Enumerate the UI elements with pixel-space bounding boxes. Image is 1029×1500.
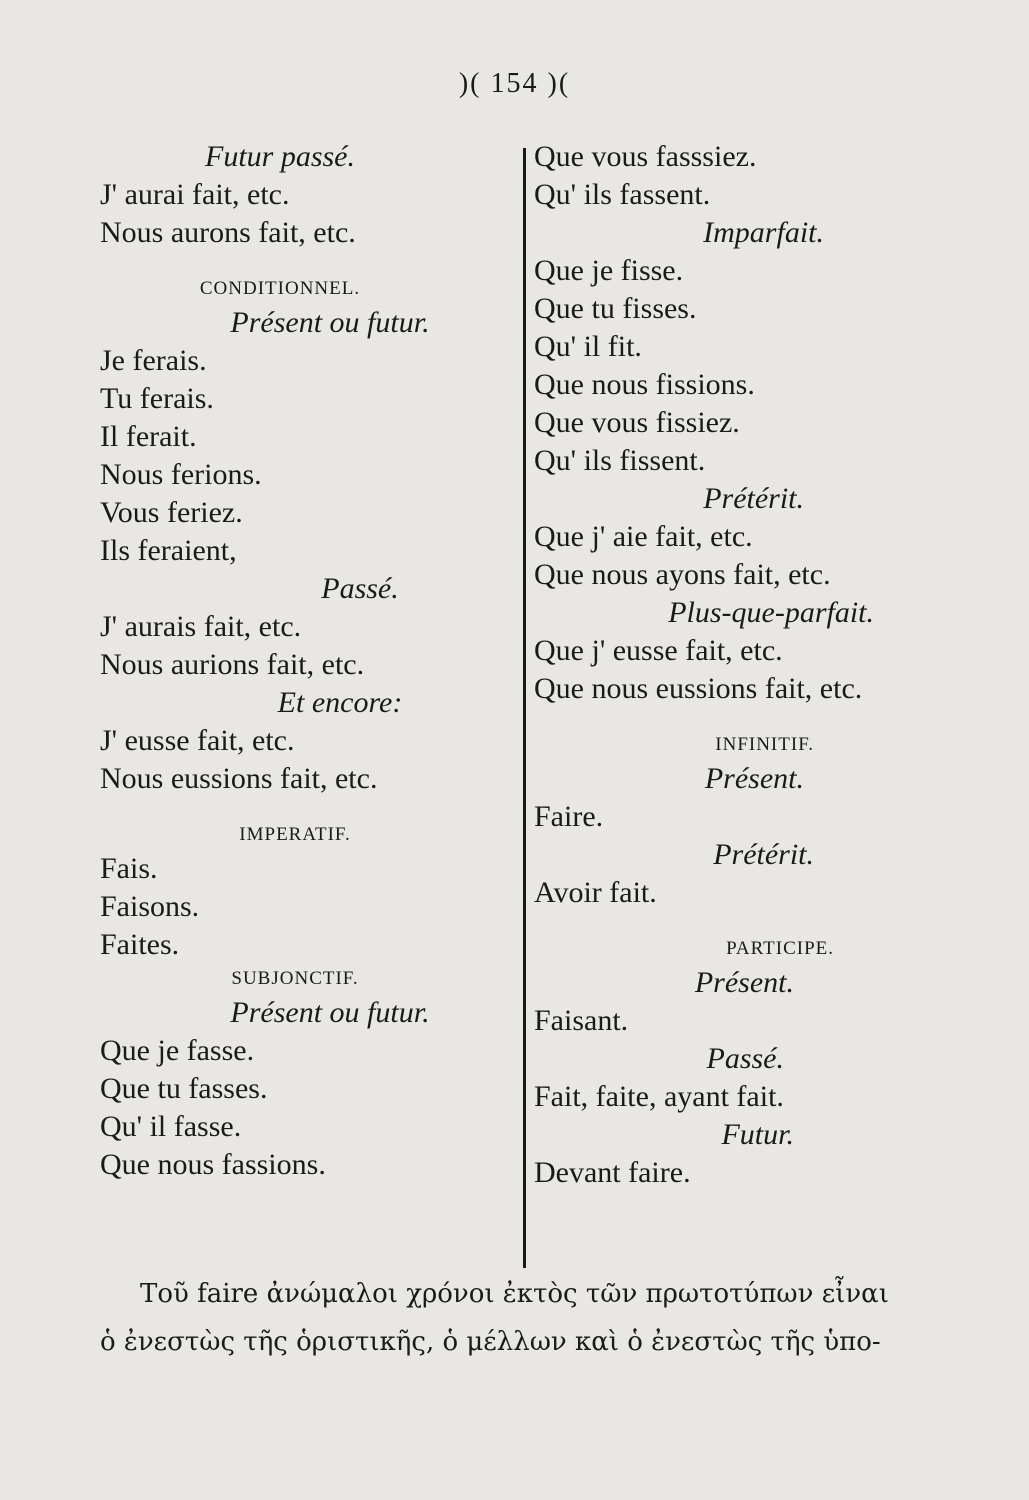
text-line: Que je fasse. <box>100 1034 255 1067</box>
text-line: J' eusse fait, etc. <box>100 724 295 757</box>
text-line: Nous aurons fait, etc. <box>100 216 356 249</box>
text-line: Nous ferions. <box>100 458 262 491</box>
text-line: Que j' eusse fait, etc. <box>534 634 783 667</box>
text-line: Faire. <box>534 800 604 833</box>
text-line: Faisons. <box>100 890 200 923</box>
text-line: Vous feriez. <box>100 496 243 529</box>
text-line: Que nous fissions. <box>534 368 755 401</box>
text-line: Qu' ils fassent. <box>534 178 711 211</box>
text-line: Fais. <box>100 852 158 885</box>
section-title: Présent ou futur. <box>230 996 430 1029</box>
text-line: J' aurais fait, etc. <box>100 610 302 643</box>
text-line: Que vous fissiez. <box>534 406 740 439</box>
footnote-line: ὁ ἐνεστὼς τῆς ὁριστικῆς, ὁ μέλλων καὶ ὁ ἐνεστὼς τῆς ὑπο- <box>100 1327 881 1357</box>
text-line: Je ferais. <box>100 344 207 377</box>
text-line: Ils feraient, <box>100 534 237 567</box>
text-line: Faites. <box>100 928 180 961</box>
column-divider <box>523 148 526 1268</box>
left-column <box>100 138 520 1184</box>
right-column <box>534 138 954 1192</box>
footnote-line: Τοῦ faire ἀνώμαλοι χρόνοι ἐκτὸς τῶν πρωτοτύπων εἶναι <box>140 1279 889 1309</box>
section-heading: PARTICIPE. <box>726 938 834 959</box>
text-line: Qu' il fasse. <box>100 1110 242 1143</box>
text-line: Que tu fasses. <box>100 1072 268 1105</box>
text-line: Que nous eussions fait, etc. <box>534 672 863 705</box>
page-number: )( 154 )( <box>458 68 571 99</box>
text-line: Qu' il fit. <box>534 330 642 363</box>
text-line: Que nous fassions. <box>100 1148 326 1181</box>
section-title: Futur passé. <box>205 140 355 173</box>
text-line: J' aurai fait, etc. <box>100 178 290 211</box>
section-title: Passé. <box>321 572 399 605</box>
section-heading: SUBJONCTIF. <box>231 968 359 989</box>
section-heading: IMPERATIF. <box>239 824 351 845</box>
text-line: Qu' ils fissent. <box>534 444 706 477</box>
section-title: Présent. <box>694 966 794 999</box>
section-heading: CONDITIONNEL. <box>199 278 361 299</box>
text-line: Nous eussions fait, etc. <box>100 762 378 795</box>
text-line: Nous aurions fait, etc. <box>100 648 365 681</box>
section-title: Et encore: <box>277 686 403 719</box>
text-line: Fait, faite, ayant fait. <box>534 1080 784 1113</box>
text-line: Que nous ayons fait, etc. <box>534 558 831 591</box>
section-title: Passé. <box>706 1042 784 1075</box>
section-title: Prétérit. <box>713 838 814 871</box>
text-line: Que vous fasssiez. <box>534 140 757 173</box>
text-line: Avoir fait. <box>534 876 657 909</box>
text-line: Devant faire. <box>534 1156 691 1189</box>
section-title: Prétérit. <box>703 482 804 515</box>
text-line: Que j' aie fait, etc. <box>534 520 753 553</box>
greek-footnote <box>100 1270 950 1366</box>
section-title: Présent. <box>704 762 804 795</box>
section-title: Futur. <box>721 1118 794 1151</box>
section-title: Présent ou futur. <box>230 306 430 339</box>
text-line: Que tu fisses. <box>534 292 697 325</box>
section-title: Plus-que-parfait. <box>668 596 874 629</box>
text-line: Faisant. <box>534 1004 629 1037</box>
section-heading: INFINITIF. <box>715 734 814 755</box>
text-line: Que je fisse. <box>534 254 684 287</box>
text-line: Il ferait. <box>100 420 197 453</box>
text-line: Tu ferais. <box>100 382 214 415</box>
section-title: Imparfait. <box>703 216 824 249</box>
